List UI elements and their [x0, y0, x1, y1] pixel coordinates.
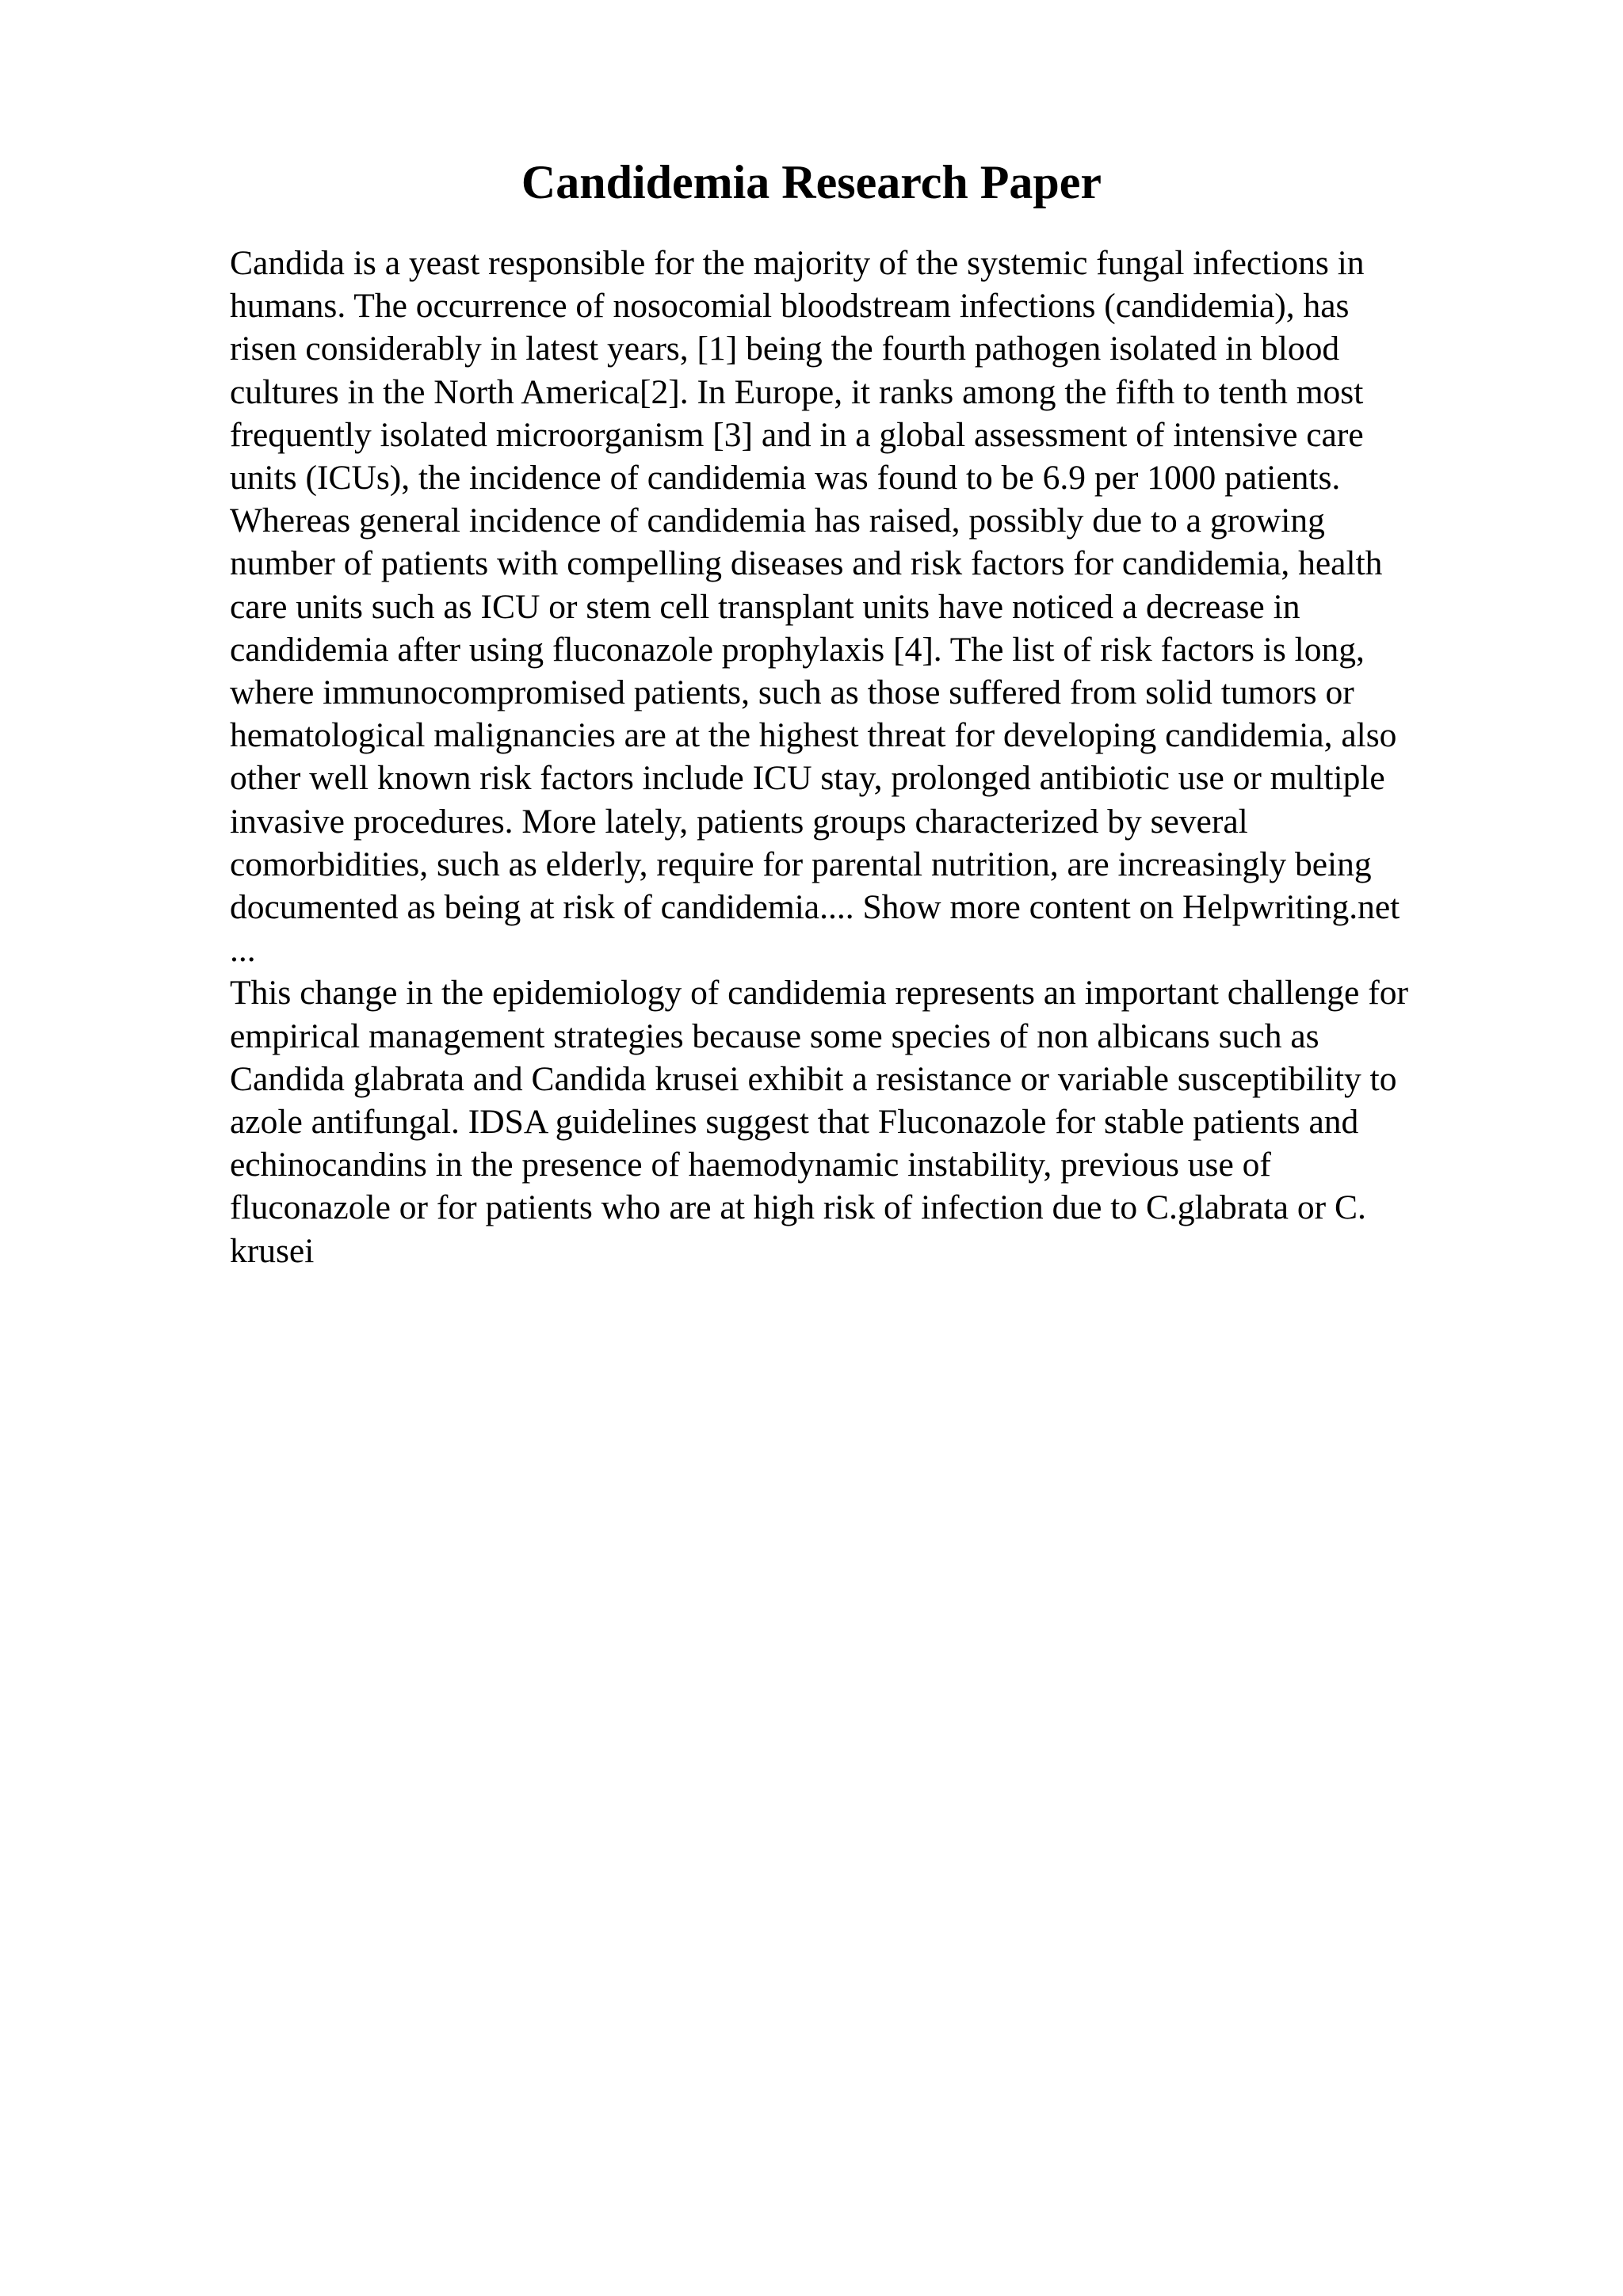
text-line: empirical management strategies because some species of non albicans such as: [230, 1016, 1319, 1055]
text-line: frequently isolated microorganism [3] and in a global assessment of intensive care: [230, 415, 1364, 454]
text-line: hematological malignancies are at the highest threat for developing candidemia, also: [230, 716, 1397, 755]
text-line: candidemia after using fluconazole prophylaxis [4]. The list of risk factors is long,: [230, 630, 1365, 669]
text-line: cultures in the North America[2]. In Europe, it ranks among the fifth to tenth most: [230, 372, 1364, 411]
body-text: [230, 242, 1498, 1272]
text-line: other well known risk factors include ICU stay, prolonged antibiotic use or multiple: [230, 759, 1385, 798]
text-line: comorbidities, such as elderly, require for parental nutrition, are increasingly being: [230, 845, 1372, 883]
text-line: risen considerably in latest years, [1] being the fourth pathogen isolated in blood: [230, 330, 1340, 368]
text-line: echinocandins in the presence of haemodynamic instability, previous use of: [230, 1146, 1271, 1184]
text-line: Candida glabrata and Candida krusei exhibit a resistance or variable susceptibility to: [230, 1059, 1397, 1098]
text-line: Whereas general incidence of candidemia has raised, possibly due to a growing: [230, 502, 1325, 540]
text-line: This change in the epidemiology of candidemia represents an important challenge for: [230, 974, 1408, 1013]
text-line: number of patients with compelling diseases and risk factors for candidemia, health: [230, 544, 1383, 583]
text-line: azole antifungal. IDSA guidelines suggest that Fluconazole for stable patients and: [230, 1103, 1359, 1142]
text-line: documented as being at risk of candidemia.... Show more content on Helpwriting.net: [230, 888, 1400, 927]
text-line: where immunocompromised patients, such as those suffered from solid tumors or: [230, 673, 1354, 712]
text-line: Candida is a yeast responsible for the majority of the systemic fungal infections in: [230, 244, 1365, 282]
text-line: fluconazole or for patients who are at high risk of infection due to C.glabrata or C.: [230, 1188, 1366, 1227]
page-title: Candidemia Research Paper: [521, 156, 1102, 208]
text-line: humans. The occurrence of nosocomial bloodstream infections (candidemia), has: [230, 287, 1350, 326]
text-line: units (ICUs), the incidence of candidemia was found to be 6.9 per 1000 patients.: [230, 459, 1341, 498]
text-line: ...: [230, 931, 256, 970]
text-line: invasive procedures. More lately, patients groups characterized by several: [230, 802, 1248, 841]
text-line: krusei: [230, 1231, 315, 1270]
text-line: care units such as ICU or stem cell transplant units have noticed a decrease in: [230, 587, 1300, 626]
